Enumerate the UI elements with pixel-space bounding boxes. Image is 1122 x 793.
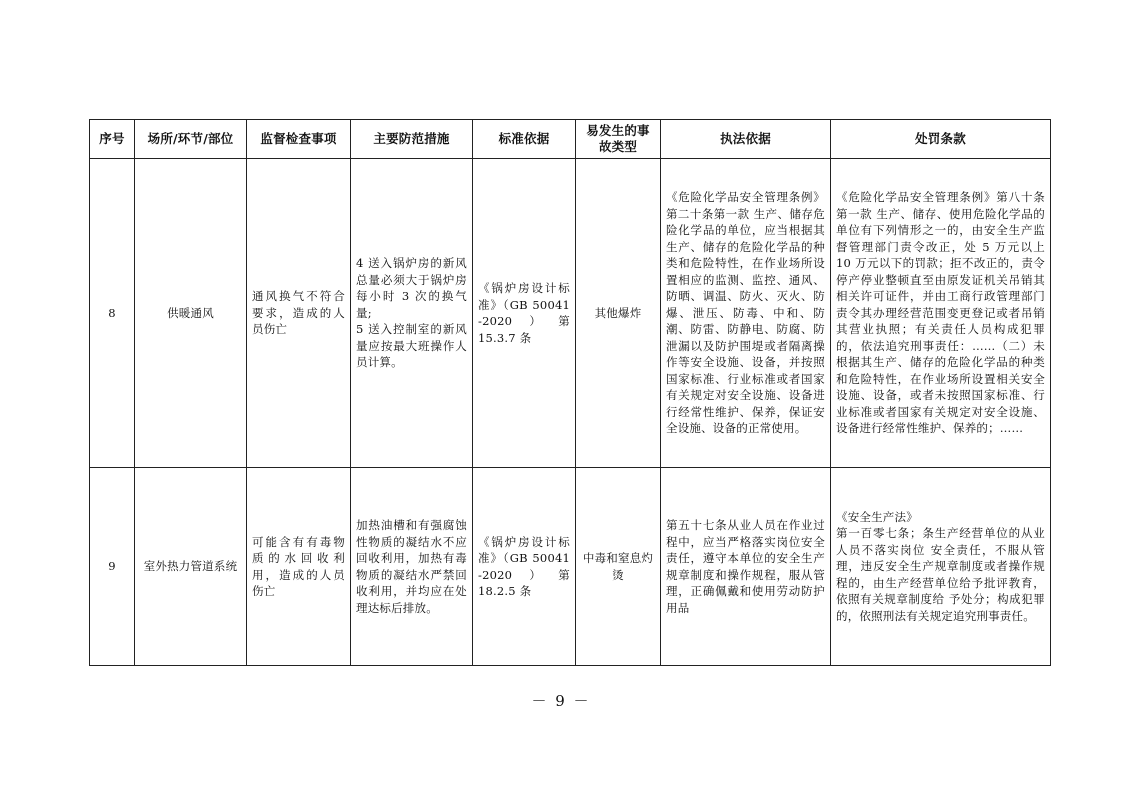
row-accident: 中毒和窒息灼烫	[576, 468, 661, 666]
row-legal: 第五十七条从业人员在作业过程中，应当严格落实岗位安全责任，遵守本单位的安全生产规章制度和操作规程，服从管理，正确佩戴和使用劳动防护用品	[661, 468, 831, 666]
header-place: 场所/环节/部位	[135, 120, 247, 159]
row-penalty: 《安全生产法》 第一百零七条；条生产经营单位的从业人员不落实岗位 安全责任，不服从管理，违反安全生产规章制度或者操作规 程的，由生产经营单位给予批评教育，依照有关规章制度给 予处分；构成犯罪的，依照刑法有关规定追究刑事责任。	[831, 468, 1051, 666]
page-number: － 9 －	[531, 692, 591, 710]
header-row	[90, 120, 1051, 159]
row-no: 9	[90, 468, 135, 666]
header-accident: 易发生的事故类型	[576, 120, 661, 159]
header-legal: 执法依据	[661, 120, 831, 159]
row-penalty: 《危险化学品安全管理条例》第八十条第一款 生产、储存、使用危险化学品的单位有下列情形之一的，由安全生产监督管理部门责令改正，处 5 万元以上 10 万元以下的罚款；拒不改正的，责令停产停业整顿直至由原发证机关吊销其相关许可证件，并由工商行政管理部门责令其办理经营范围变更登记或者吊销其营业执照；有关责任人员构成犯罪的，依法追究刑事责任：……（二）未根据其生产、储存的危险化学品的种类和危险特性，在作业场所设置相关安全设施、设备，或者未按照国家标准、行业标准或者国家有关规定对安全设施、设备进行经常性维护、保养的；……	[831, 159, 1051, 468]
header-no: 序号	[90, 120, 135, 159]
row-no: 8	[90, 159, 135, 468]
row-measures: 加热油槽和有强腐蚀性物质的凝结水不应回收利用，加热有毒物质的凝结水严禁回收利用，并均应在处理达标后排放。	[351, 468, 473, 666]
row-measures: 4 送入锅炉房的新风总量必须大于锅炉房每小时 3 次的换气量; 5 送入控制室的新风量应按最大班操作人员计算。	[351, 159, 473, 468]
header-standard: 标准依据	[473, 120, 576, 159]
header-measures: 主要防范措施	[351, 120, 473, 159]
row-place: 供暖通风	[135, 159, 247, 468]
header-item: 监督检查事项	[247, 120, 351, 159]
row-item: 通风换气不符合要求，造成的人员伤亡	[247, 159, 351, 468]
row-place: 室外热力管道系统	[135, 468, 247, 666]
row-item: 可能含有有毒物质的水回收利用，造成的人员伤亡	[247, 468, 351, 666]
row-standard: 《锅炉房设计标准》（GB 50041 -2020）第 18.2.5 条	[473, 468, 576, 666]
row-standard: 《锅炉房设计标准》（GB 50041 -2020）第 15.3.7 条	[473, 159, 576, 468]
row-accident: 其他爆炸	[576, 159, 661, 468]
table-row	[90, 468, 1051, 666]
table-row	[90, 159, 1051, 468]
header-penalty: 处罚条款	[831, 120, 1051, 159]
regulation-table	[89, 119, 1051, 666]
row-legal: 《危险化学品安全管理条例》第二十条第一款 生产、储存危险化学品的单位，应当根据其生产、储存的危险化学品的种类和危险特性，在作业场所设置相应的监测、监控、通风、防晒、调温、防火、灭火、防爆、泄压、防毒、中和、防潮、防雷、防静电、防腐、防泄漏以及防护围堤或者隔离操作等安全设施、设备，并按照国家标准、行业标准或者国家有关规定对安全设施、设备进行经常性维护、保养，保证安全设施、设备的正常使用。	[661, 159, 831, 468]
